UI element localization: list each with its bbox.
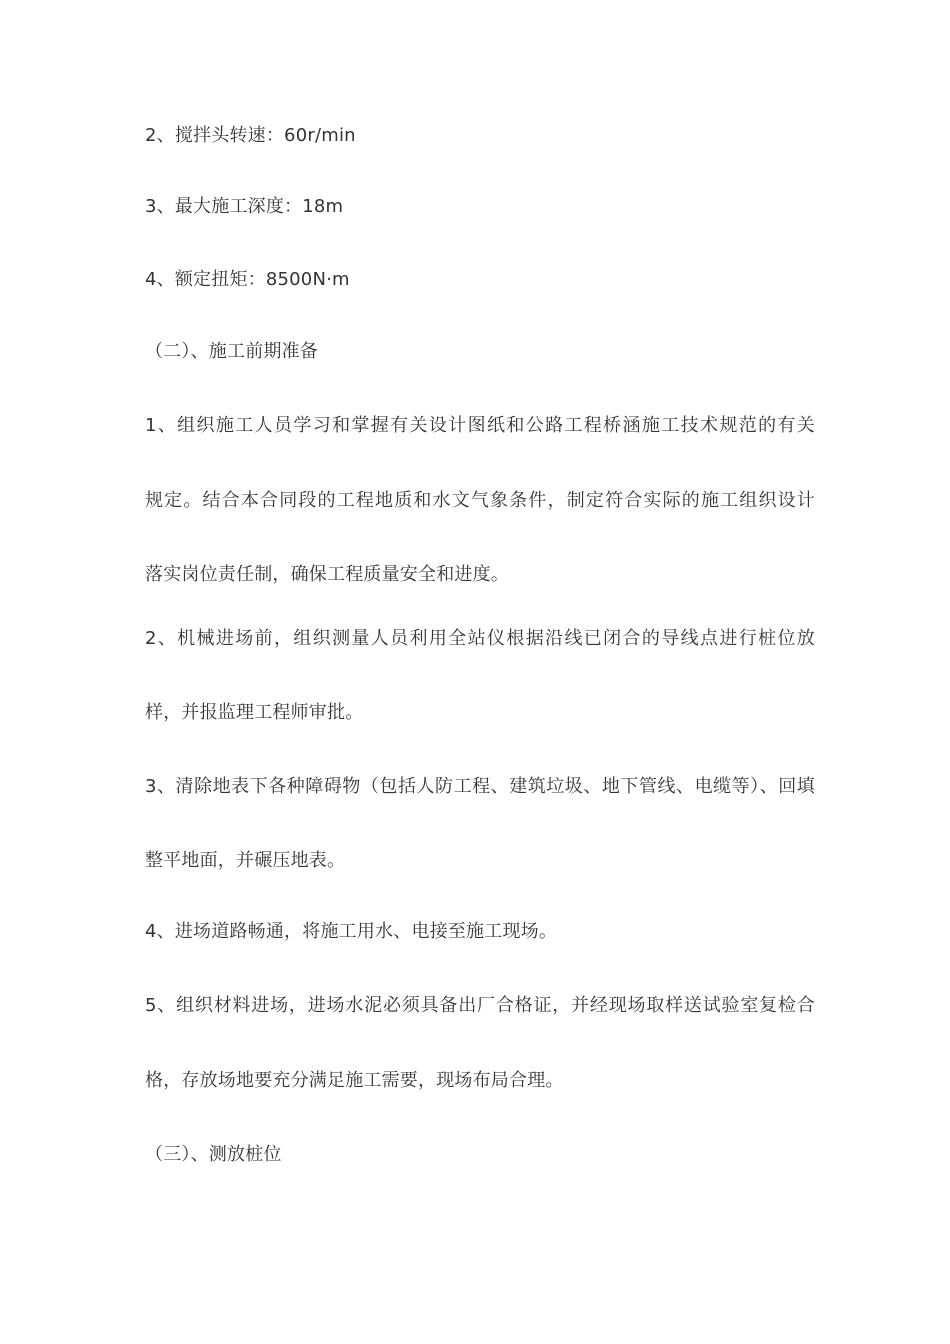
paragraph-3-line-2: 整平地面，并碾压地表。 (145, 850, 346, 871)
paragraph-5-line-1: 5、组织材料进场，进场水泥必须具备出厂合格证，并经现场取样送试验室复检合 (145, 995, 815, 1016)
paragraph-4: 4、进场道路畅通，将施工用水、电接至施工现场。 (145, 921, 558, 942)
param-rated-torque: 4、额定扭矩：8500N·m (145, 269, 350, 290)
paragraph-1-line-3: 落实岗位责任制，确保工程质量安全和进度。 (145, 564, 509, 585)
param-rotation-speed: 2、搅拌头转速：60r/min (145, 125, 356, 146)
section-heading-pile-layout: （三）、测放桩位 (145, 1144, 282, 1165)
paragraph-1-line-1: 1、组织施工人员学习和掌握有关设计图纸和公路工程桥涵施工技术规范的有关 (145, 415, 815, 436)
paragraph-2-line-1: 2、机械进场前，组织测量人员利用全站仪根据沿线已闭合的导线点进行桩位放 (145, 628, 815, 649)
paragraph-3-line-1: 3、清除地表下各种障碍物（包括人防工程、建筑垃圾、地下管线、电缆等）、回填 (145, 776, 815, 797)
section-heading-preparation: （二）、施工前期准备 (145, 341, 318, 362)
paragraph-5-line-2: 格，存放场地要充分满足施工需要，现场布局合理。 (145, 1070, 564, 1091)
param-max-depth: 3、最大施工深度：18m (145, 196, 344, 217)
paragraph-1-line-2: 规定。结合本合同段的工程地质和水文气象条件，制定符合实际的施工组织设计 (145, 490, 815, 511)
paragraph-2-line-2: 样，并报监理工程师审批。 (145, 702, 364, 723)
